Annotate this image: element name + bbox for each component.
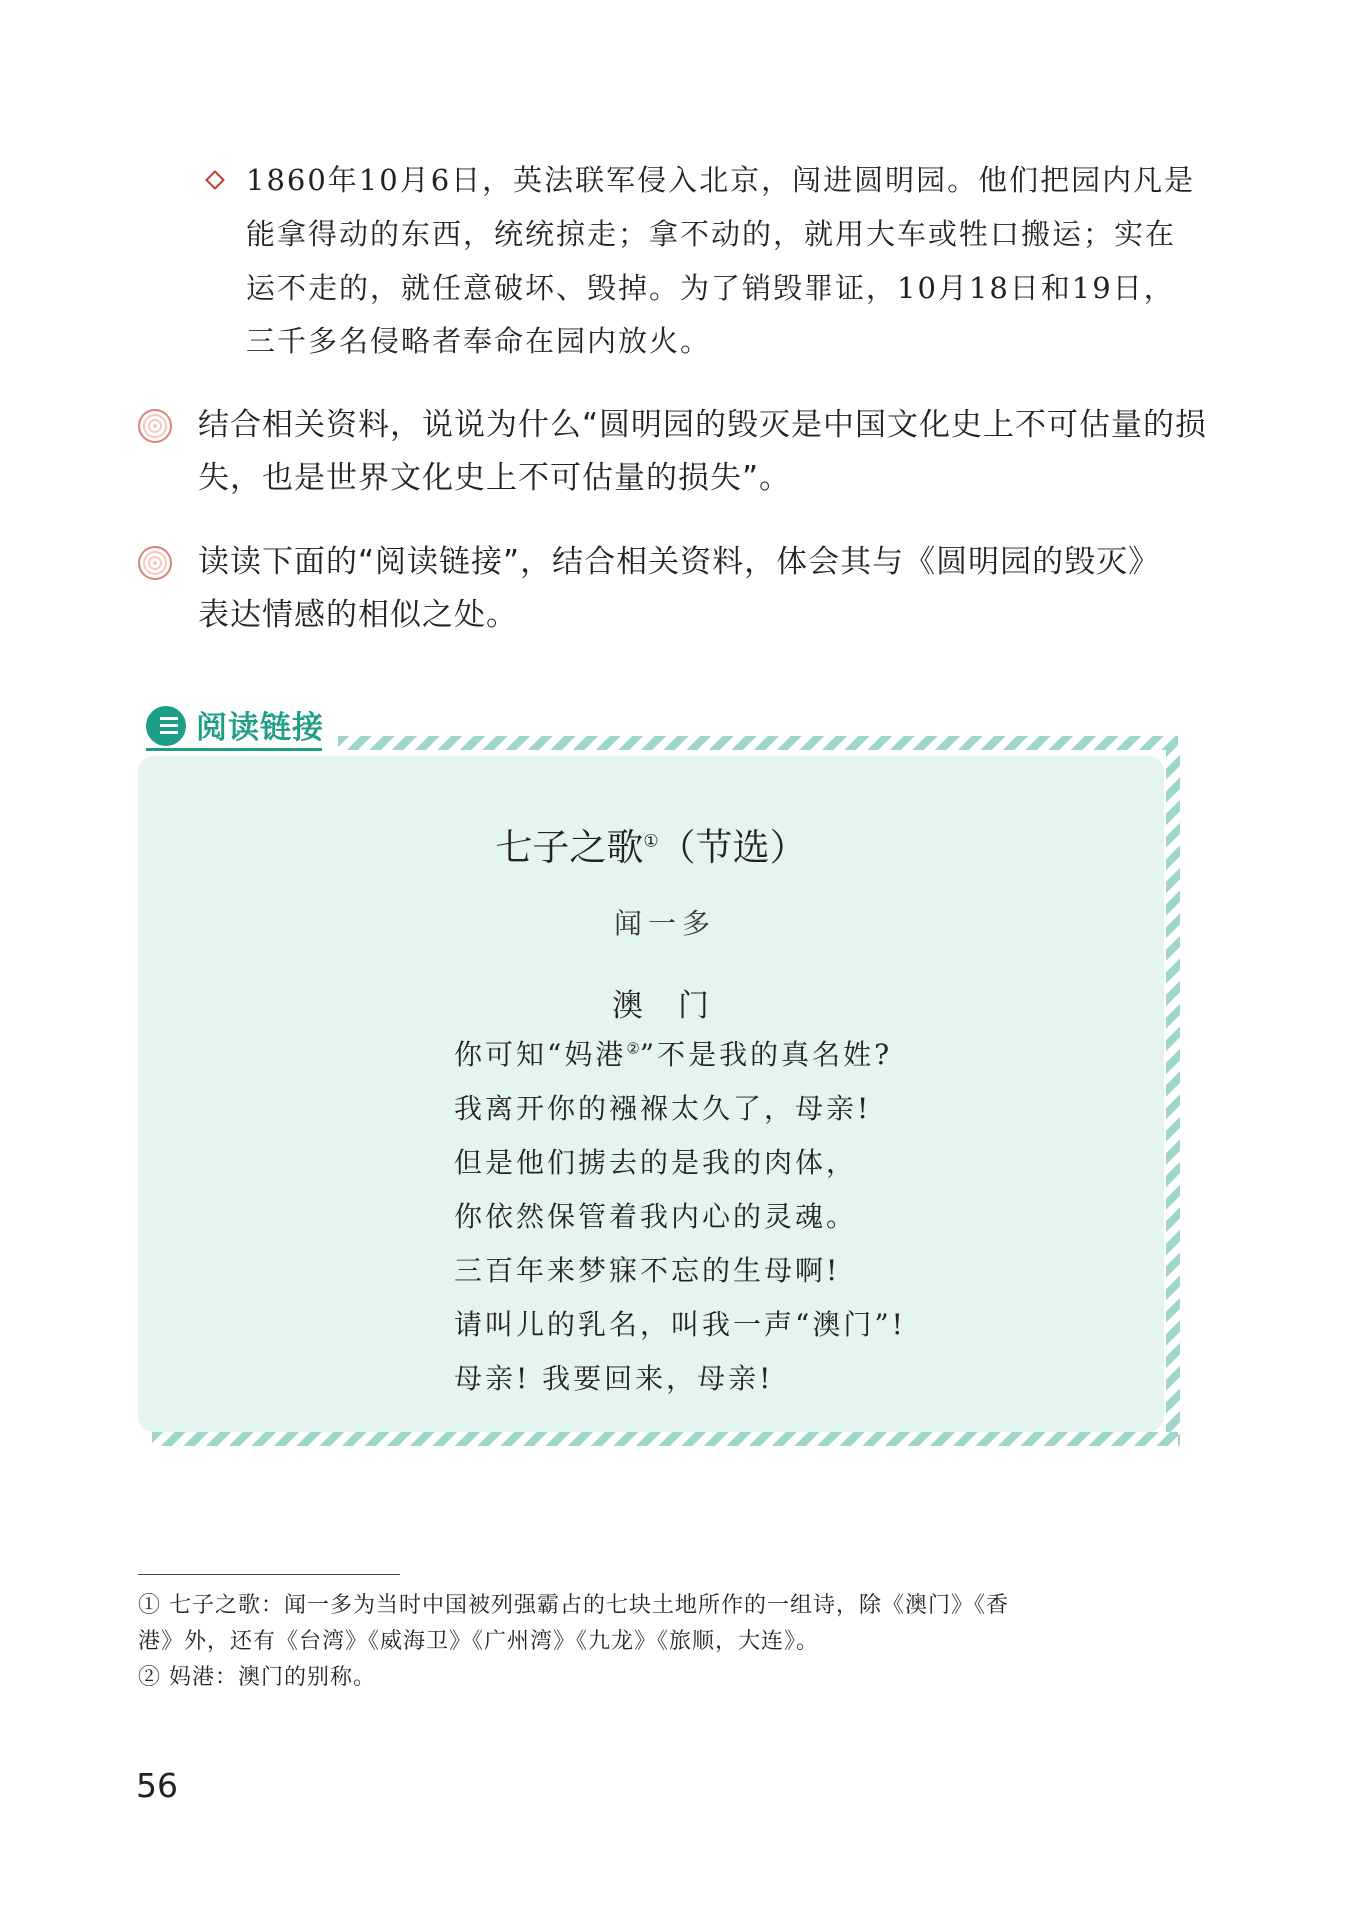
stripe-border-bottom	[152, 1432, 1178, 1446]
task-line: 结合相关资料，说说为什么“圆明园的毁灭是中国文化史上不可估量的损	[198, 407, 1208, 443]
paragraph-line: 能拿得动的东西，统统掠走；拿不动的，就用大车或牲口搬运；实在	[246, 217, 1177, 251]
poem-line: 但是他们掳去的是我的肉体，	[454, 1146, 858, 1179]
reading-link-underline	[146, 748, 322, 751]
seal-icon	[138, 546, 172, 580]
poem-line	[454, 1033, 892, 1073]
poem-line: 你依然保管着我内心的灵魂。	[454, 1200, 858, 1233]
stripe-border-right	[1166, 746, 1180, 1446]
poem-title-text: 七子之歌	[495, 826, 644, 869]
task-line: 表达情感的相似之处。	[198, 597, 518, 633]
task-line: 读读下面的“阅读链接”，结合相关资料，体会其与《圆明园的毁灭》	[198, 544, 1161, 580]
footnote-line: 港》外，还有《台湾》《威海卫》《广州湾》《九龙》《旅顺，大连》。	[138, 1629, 820, 1654]
poem-author: 闻一多	[614, 907, 717, 940]
poem-line: 三百年来梦寐不忘的生母啊!	[454, 1254, 841, 1287]
poem-line: 请叫儿的乳名，叫我一声“澳门”!	[454, 1308, 906, 1341]
poem-line: 母亲! 我要回来，母亲!	[454, 1362, 774, 1395]
book-lines-icon	[160, 717, 178, 737]
poem-line-text: ”不是我的真名姓?	[639, 1038, 893, 1071]
poem-line: 我离开你的襁褓太久了，母亲!	[454, 1092, 872, 1125]
paragraph-line: 1860年10月6日，英法联军侵入北京，闯进圆明园。他们把园内凡是	[246, 163, 1196, 197]
footnote-line: ② 妈港：澳门的别称。	[138, 1665, 376, 1690]
footnote-marker: ②	[626, 1039, 640, 1058]
paragraph-line: 运不走的，就任意破坏、毁掉。为了销毁罪证，10月18日和19日，	[246, 271, 1175, 305]
footnote-divider	[138, 1574, 400, 1575]
stripe-border-top	[338, 736, 1178, 750]
poem-title	[138, 817, 1164, 871]
footnote-line: ① 七子之歌：闻一多为当时中国被列强霸占的七块土地所作的一组诗，除《澳门》《香	[138, 1593, 1009, 1618]
diamond-bullet-icon	[205, 170, 225, 190]
paragraph-line: 三千多名侵略者奉命在园内放火。	[246, 324, 712, 358]
seal-icon	[138, 409, 172, 443]
page-number: 56	[136, 1766, 178, 1805]
reading-link-title: 阅读链接	[196, 710, 324, 746]
poem-title-suffix: （节选）	[658, 826, 807, 869]
poem-subtitle: 澳 门	[612, 988, 711, 1024]
task-line: 失，也是世界文化史上不可估量的损失”。	[198, 460, 792, 496]
footnote-marker: ①	[643, 831, 659, 852]
poem-line-text: 你可知“妈港	[454, 1038, 627, 1071]
